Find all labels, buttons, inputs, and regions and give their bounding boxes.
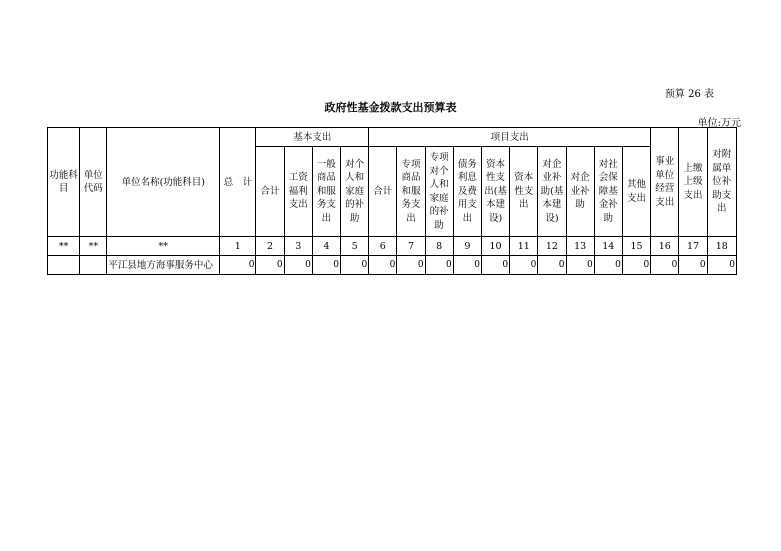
header-debt-interest: 债务利息及费用支出 — [453, 147, 481, 237]
index-cell: 12 — [538, 237, 566, 256]
header-business-operating: 事业单位经营支出 — [651, 128, 679, 237]
header-payment-to-superior: 上缴上级支出 — [679, 128, 707, 237]
form-number: 预算 26 表 — [664, 89, 714, 100]
value-cell: 0 — [284, 256, 312, 275]
index-cell: 6 — [369, 237, 397, 256]
index-cell: 4 — [312, 237, 340, 256]
index-cell: 16 — [651, 237, 679, 256]
value-cell: 0 — [510, 256, 538, 275]
header-capital-construction: 资本性支出(基本建设) — [481, 147, 509, 237]
header-basic-subtotal: 合计 — [256, 147, 284, 237]
document-title: 政府性基金拨款支出预算表 — [324, 101, 457, 114]
index-cell: 1 — [220, 237, 256, 256]
value-cell: 0 — [538, 256, 566, 275]
index-cell: 7 — [397, 237, 425, 256]
budget-table — [47, 127, 737, 275]
index-cell: 3 — [284, 237, 312, 256]
header-special-household-subsidy: 专项对个人和家庭的补助 — [425, 147, 453, 237]
total-cell: 0 — [220, 256, 256, 275]
header-social-security-subsidy: 对社会保障基金补助 — [594, 147, 622, 237]
index-cell: 17 — [679, 237, 707, 256]
header-special-goods-services: 专项商品和服务支出 — [397, 147, 425, 237]
header-goods-services: 一般商品和服务支出 — [312, 147, 340, 237]
unit-label: 单位:万元 — [697, 118, 741, 129]
value-cell: 0 — [622, 256, 650, 275]
value-cell: 0 — [369, 256, 397, 275]
header-subsidy-to-affiliates: 对附属单位补助支出 — [707, 128, 736, 237]
func-subject-cell — [48, 256, 80, 275]
header-total: 总 计 — [220, 128, 256, 237]
header-wages-welfare: 工资福利支出 — [284, 147, 312, 237]
value-cell: 0 — [707, 256, 736, 275]
index-cell: ** — [48, 237, 80, 256]
index-cell: 8 — [425, 237, 453, 256]
value-cell: 0 — [312, 256, 340, 275]
index-cell: 11 — [510, 237, 538, 256]
value-cell: 0 — [651, 256, 679, 275]
header-enterprise-subsidy-construction: 对企业补助(基本建设) — [538, 147, 566, 237]
index-cell: 2 — [256, 237, 284, 256]
index-cell: ** — [107, 237, 220, 256]
value-cell: 0 — [397, 256, 425, 275]
header-basic-expenditure: 基本支出 — [256, 128, 369, 147]
header-enterprise-subsidy: 对企业补助 — [566, 147, 594, 237]
header-group-row — [48, 128, 737, 147]
index-cell: 14 — [594, 237, 622, 256]
unit-name-cell: 平江县地方海事服务中心 — [107, 256, 220, 275]
header-func-subject: 功能科目 — [48, 128, 80, 237]
header-project-expenditure: 项目支出 — [369, 128, 651, 147]
index-cell: 13 — [566, 237, 594, 256]
header-capital-expenditure: 资本性支出 — [510, 147, 538, 237]
value-cell: 0 — [566, 256, 594, 275]
index-cell: 5 — [341, 237, 369, 256]
value-cell: 0 — [679, 256, 707, 275]
value-cell: 0 — [256, 256, 284, 275]
header-unit-name: 单位名称(功能科目) — [107, 128, 220, 237]
value-cell: 0 — [425, 256, 453, 275]
value-cell: 0 — [594, 256, 622, 275]
index-cell: ** — [80, 237, 107, 256]
table-row — [48, 256, 737, 275]
header-other-expenditure: 其他支出 — [622, 147, 650, 237]
index-cell: 15 — [622, 237, 650, 256]
header-household-subsidy: 对个人和家庭的补助 — [341, 147, 369, 237]
value-cell: 0 — [453, 256, 481, 275]
value-cell: 0 — [341, 256, 369, 275]
index-row — [48, 237, 737, 256]
header-project-subtotal: 合计 — [369, 147, 397, 237]
index-cell: 10 — [481, 237, 509, 256]
index-cell: 18 — [707, 237, 736, 256]
header-unit-code: 单位代码 — [80, 128, 107, 237]
unit-code-cell — [80, 256, 107, 275]
index-cell: 9 — [453, 237, 481, 256]
value-cell: 0 — [481, 256, 509, 275]
